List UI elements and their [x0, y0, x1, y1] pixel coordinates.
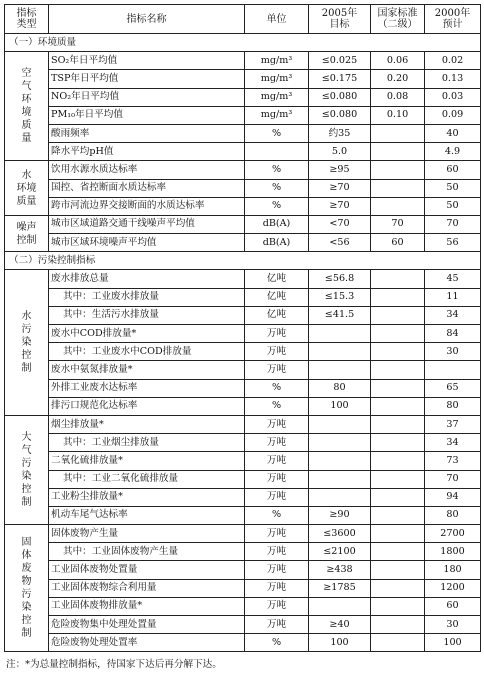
unit-cell: 万吨: [245, 361, 309, 379]
unit-cell: mg/m³: [245, 106, 309, 124]
section-row: [5, 34, 481, 52]
national-standard-cell: [371, 361, 425, 379]
indicator-name: 其中：工业固体废物产生量: [49, 543, 245, 561]
estimate-2000-cell: 60: [425, 597, 481, 615]
indicator-name: 工业固体废物排放量*: [49, 597, 245, 615]
national-standard-cell: [371, 415, 425, 433]
table-row: [5, 434, 481, 452]
target-2005-cell: <70: [309, 215, 371, 233]
indicator-name: NO₂年日平均值: [49, 88, 245, 106]
category-cell: 固 体 废 物 污 染 控 制: [5, 525, 49, 652]
estimate-2000-cell: 60: [425, 161, 481, 179]
unit-cell: dB(A): [245, 215, 309, 233]
target-2005-cell: [309, 361, 371, 379]
category-cell: 空 气 环 境 质 量: [5, 52, 49, 161]
target-2005-cell: ≤0.080: [309, 88, 371, 106]
national-standard-cell: [371, 543, 425, 561]
unit-cell: %: [245, 124, 309, 142]
table-row: [5, 52, 481, 70]
estimate-2000-cell: 11: [425, 288, 481, 306]
section-title: （二）污染控制指标: [5, 252, 481, 270]
target-2005-cell: [309, 343, 371, 361]
table-row: [5, 179, 481, 197]
indicator-name: 其中：工业二氧化硫排放量: [49, 470, 245, 488]
unit-cell: %: [245, 197, 309, 215]
national-standard-cell: [371, 379, 425, 397]
table-row: [5, 124, 481, 142]
unit-cell: mg/m³: [245, 88, 309, 106]
unit-cell: 万吨: [245, 543, 309, 561]
unit-cell: 亿吨: [245, 270, 309, 288]
unit-cell: 万吨: [245, 616, 309, 634]
estimate-2000-cell: 4.9: [425, 143, 481, 161]
unit-cell: [245, 143, 309, 161]
table-row: [5, 88, 481, 106]
estimate-2000-cell: 180: [425, 561, 481, 579]
national-standard-cell: [371, 506, 425, 524]
section-row: [5, 252, 481, 270]
indicator-name: 降水平均pH值: [49, 143, 245, 161]
estimate-2000-cell: 0.09: [425, 106, 481, 124]
table-row: [5, 270, 481, 288]
national-standard-cell: [371, 597, 425, 615]
national-standard-cell: [371, 561, 425, 579]
header-target-2005: 2005年 目标: [309, 5, 371, 34]
table-row: [5, 288, 481, 306]
indicator-name: 其中：工业废水中COD排放量: [49, 343, 245, 361]
target-2005-cell: 约35: [309, 124, 371, 142]
target-2005-cell: ≤0.080: [309, 106, 371, 124]
indicator-name: 工业固体废物综合利用量: [49, 579, 245, 597]
national-standard-cell: [371, 579, 425, 597]
estimate-2000-cell: 0.13: [425, 70, 481, 88]
indicator-table: [4, 4, 481, 652]
indicator-name: 其中：工业废水排放量: [49, 288, 245, 306]
estimate-2000-cell: 84: [425, 325, 481, 343]
table-row: [5, 579, 481, 597]
table-row: [5, 470, 481, 488]
indicator-name: PM₁₀年日平均值: [49, 106, 245, 124]
indicator-name: 废水中氨氮排放量*: [49, 361, 245, 379]
unit-cell: %: [245, 179, 309, 197]
table-row: [5, 106, 481, 124]
target-2005-cell: ≤0.025: [309, 52, 371, 70]
target-2005-cell: 5.0: [309, 143, 371, 161]
table-row: [5, 70, 481, 88]
national-standard-cell: [371, 124, 425, 142]
table-row: [5, 506, 481, 524]
national-standard-cell: [371, 306, 425, 324]
estimate-2000-cell: 0.03: [425, 88, 481, 106]
table-row: [5, 397, 481, 415]
footnote: 注：*为总量控制指标，待国家下达后再分解下达。: [6, 659, 222, 670]
estimate-2000-cell: 100: [425, 634, 481, 652]
indicator-name: 废水排放总量: [49, 270, 245, 288]
target-2005-cell: ≥90: [309, 506, 371, 524]
table-row: [5, 143, 481, 161]
estimate-2000-cell: 30: [425, 616, 481, 634]
table-row: [5, 325, 481, 343]
estimate-2000-cell: 2700: [425, 525, 481, 543]
unit-cell: 万吨: [245, 470, 309, 488]
indicator-name: 二氧化硫排放量*: [49, 452, 245, 470]
indicator-name: TSP年日平均值: [49, 70, 245, 88]
target-2005-cell: ≥70: [309, 197, 371, 215]
unit-cell: %: [245, 397, 309, 415]
target-2005-cell: ≤0.175: [309, 70, 371, 88]
estimate-2000-cell: 30: [425, 343, 481, 361]
target-2005-cell: ≥70: [309, 179, 371, 197]
table-row: [5, 379, 481, 397]
target-2005-cell: [309, 434, 371, 452]
table-row: [5, 452, 481, 470]
unit-cell: 亿吨: [245, 306, 309, 324]
unit-cell: 万吨: [245, 325, 309, 343]
target-2005-cell: [309, 325, 371, 343]
section-title: （一）环境质量: [5, 34, 481, 52]
indicator-name: 废水中COD排放量*: [49, 325, 245, 343]
indicator-name: 危险废物处理处置率: [49, 634, 245, 652]
table-row: [5, 616, 481, 634]
target-2005-cell: [309, 452, 371, 470]
unit-cell: 万吨: [245, 525, 309, 543]
estimate-2000-cell: 50: [425, 179, 481, 197]
unit-cell: 万吨: [245, 597, 309, 615]
table-row: [5, 543, 481, 561]
national-standard-cell: [371, 143, 425, 161]
national-standard-cell: [371, 434, 425, 452]
target-2005-cell: ≥438: [309, 561, 371, 579]
estimate-2000-cell: 1800: [425, 543, 481, 561]
estimate-2000-cell: 45: [425, 270, 481, 288]
table-row: [5, 161, 481, 179]
indicator-name: 危险废物集中处理处置量: [49, 616, 245, 634]
table-row: [5, 561, 481, 579]
table-row: [5, 525, 481, 543]
unit-cell: %: [245, 161, 309, 179]
indicator-name: 城市区域道路交通干线噪声平均值: [49, 215, 245, 233]
target-2005-cell: <56: [309, 234, 371, 252]
national-standard-cell: [371, 452, 425, 470]
national-standard-cell: 0.10: [371, 106, 425, 124]
estimate-2000-cell: 56: [425, 234, 481, 252]
national-standard-cell: [371, 161, 425, 179]
unit-cell: 万吨: [245, 343, 309, 361]
category-cell: 水 污 染 控 制: [5, 270, 49, 416]
estimate-2000-cell: 34: [425, 434, 481, 452]
table-row: [5, 361, 481, 379]
indicator-name: 饮用水源水质达标率: [49, 161, 245, 179]
estimate-2000-cell: 94: [425, 488, 481, 506]
national-standard-cell: 0.08: [371, 88, 425, 106]
estimate-2000-cell: 70: [425, 470, 481, 488]
unit-cell: %: [245, 506, 309, 524]
table-row: [5, 634, 481, 652]
target-2005-cell: [309, 415, 371, 433]
target-2005-cell: ≥95: [309, 161, 371, 179]
table-row: [5, 197, 481, 215]
estimate-2000-cell: 40: [425, 124, 481, 142]
target-2005-cell: [309, 597, 371, 615]
header-estimate-2000: 2000年 预计: [425, 5, 481, 34]
national-standard-cell: 60: [371, 234, 425, 252]
header-name: 指标名称: [49, 5, 245, 34]
national-standard-cell: [371, 270, 425, 288]
estimate-2000-cell: 65: [425, 379, 481, 397]
target-2005-cell: ≤15.3: [309, 288, 371, 306]
unit-cell: %: [245, 634, 309, 652]
indicator-name: 城市区域环境噪声平均值: [49, 234, 245, 252]
unit-cell: 万吨: [245, 488, 309, 506]
indicator-name: 机动车尾气达标率: [49, 506, 245, 524]
indicator-name: 烟尘排放量*: [49, 415, 245, 433]
unit-cell: dB(A): [245, 234, 309, 252]
national-standard-cell: [371, 634, 425, 652]
unit-cell: mg/m³: [245, 52, 309, 70]
target-2005-cell: ≤3600: [309, 525, 371, 543]
table-row: [5, 306, 481, 324]
header-row: [5, 5, 481, 34]
table-row: [5, 597, 481, 615]
national-standard-cell: [371, 288, 425, 306]
estimate-2000-cell: 1200: [425, 579, 481, 597]
indicator-name: 外排工业废水达标率: [49, 379, 245, 397]
target-2005-cell: ≤56.8: [309, 270, 371, 288]
table-row: [5, 415, 481, 433]
national-standard-cell: [371, 470, 425, 488]
target-2005-cell: [309, 470, 371, 488]
estimate-2000-cell: 50: [425, 197, 481, 215]
estimate-2000-cell: 70: [425, 215, 481, 233]
indicator-name: 其中：生活污水排放量: [49, 306, 245, 324]
estimate-2000-cell: 37: [425, 415, 481, 433]
table-row: [5, 234, 481, 252]
target-2005-cell: 100: [309, 397, 371, 415]
national-standard-cell: 0.20: [371, 70, 425, 88]
national-standard-cell: [371, 525, 425, 543]
estimate-2000-cell: 73: [425, 452, 481, 470]
category-cell: 噪声 控制: [5, 215, 49, 251]
table-row: [5, 343, 481, 361]
target-2005-cell: 100: [309, 634, 371, 652]
table-row: [5, 215, 481, 233]
target-2005-cell: 80: [309, 379, 371, 397]
unit-cell: %: [245, 379, 309, 397]
national-standard-cell: [371, 397, 425, 415]
unit-cell: mg/m³: [245, 70, 309, 88]
unit-cell: 万吨: [245, 561, 309, 579]
unit-cell: 亿吨: [245, 288, 309, 306]
estimate-2000-cell: 80: [425, 506, 481, 524]
estimate-2000-cell: 34: [425, 306, 481, 324]
indicator-name: SO₂年日平均值: [49, 52, 245, 70]
indicator-name: 排污口规范化达标率: [49, 397, 245, 415]
header-type: 指标 类型: [5, 5, 49, 34]
indicator-name: 其中：工业烟尘排放量: [49, 434, 245, 452]
target-2005-cell: ≥40: [309, 616, 371, 634]
national-standard-cell: 70: [371, 215, 425, 233]
national-standard-cell: [371, 325, 425, 343]
national-standard-cell: [371, 343, 425, 361]
national-standard-cell: [371, 179, 425, 197]
indicator-name: 工业粉尘排放量*: [49, 488, 245, 506]
target-2005-cell: [309, 488, 371, 506]
estimate-2000-cell: 80: [425, 397, 481, 415]
header-national-standard: 国家标准 （二级）: [371, 5, 425, 34]
table-row: [5, 488, 481, 506]
target-2005-cell: ≤2100: [309, 543, 371, 561]
national-standard-cell: [371, 197, 425, 215]
estimate-2000-cell: 0.02: [425, 52, 481, 70]
indicator-name: 固体废物产生量: [49, 525, 245, 543]
national-standard-cell: [371, 488, 425, 506]
unit-cell: 万吨: [245, 434, 309, 452]
indicator-name: 工业固体废物处置量: [49, 561, 245, 579]
national-standard-cell: 0.06: [371, 52, 425, 70]
table-body: [5, 34, 481, 652]
category-cell: 水 环境 质量: [5, 161, 49, 216]
national-standard-cell: [371, 616, 425, 634]
indicator-name: 跨市河流边界交接断面的水质达标率: [49, 197, 245, 215]
header-unit: 单位: [245, 5, 309, 34]
target-2005-cell: ≤41.5: [309, 306, 371, 324]
unit-cell: 万吨: [245, 579, 309, 597]
unit-cell: 万吨: [245, 452, 309, 470]
category-cell: 大 气 污 染 控 制: [5, 415, 49, 524]
unit-cell: 万吨: [245, 415, 309, 433]
indicator-name: 国控、省控断面水质达标率: [49, 179, 245, 197]
estimate-2000-cell: [425, 361, 481, 379]
indicator-name: 酸雨频率: [49, 124, 245, 142]
target-2005-cell: ≥1785: [309, 579, 371, 597]
